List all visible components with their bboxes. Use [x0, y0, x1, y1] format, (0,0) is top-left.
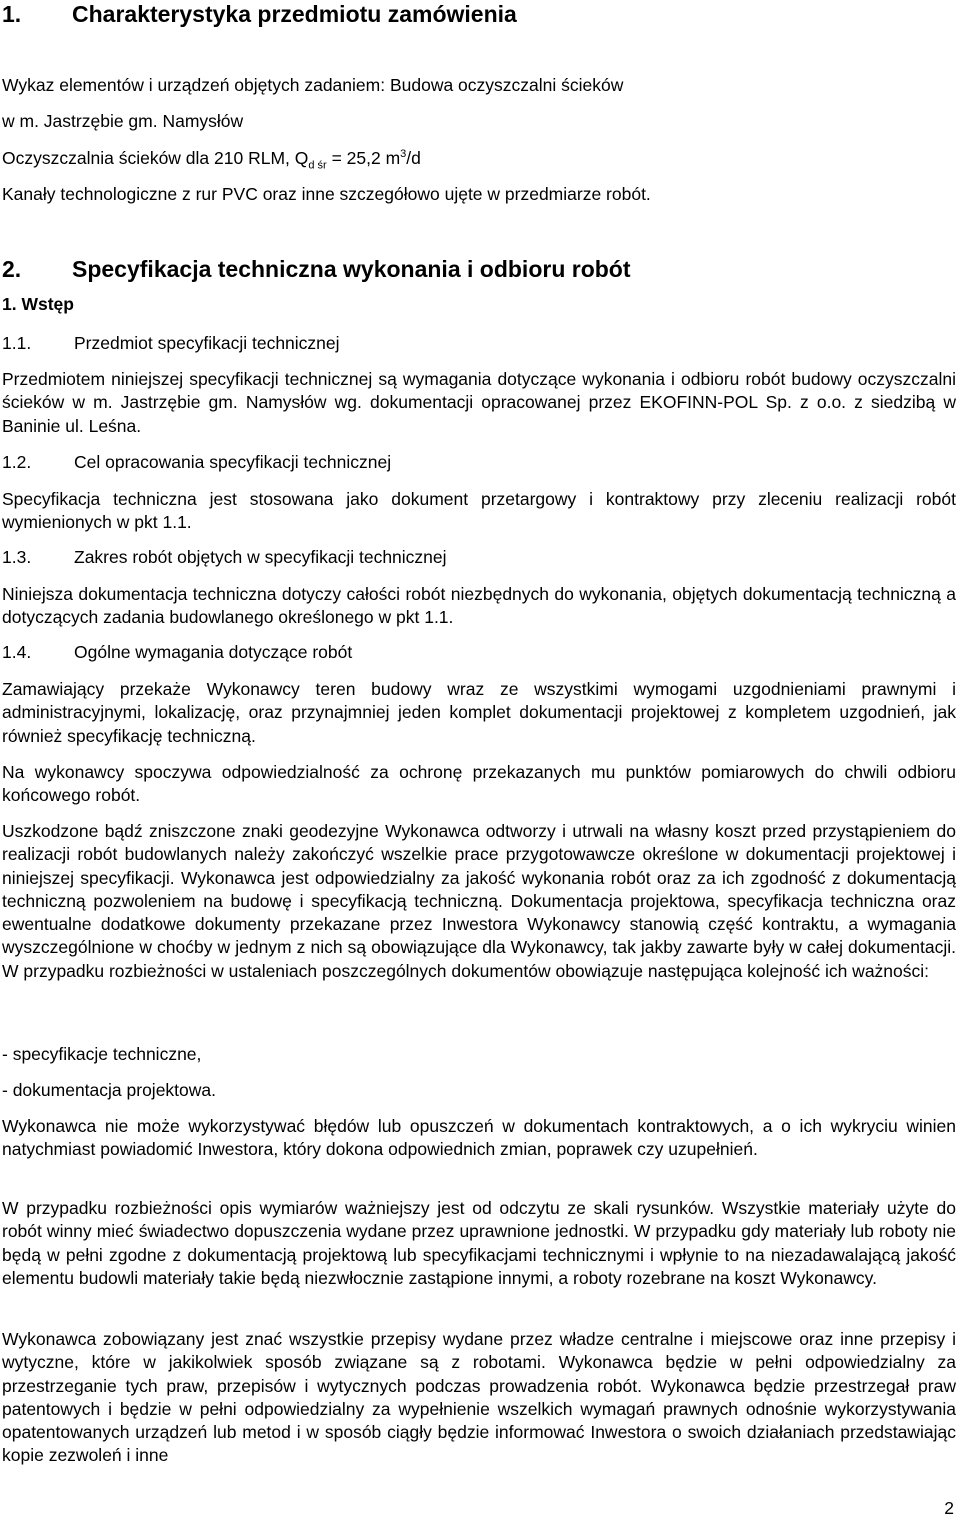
scope-line-1: Wykaz elementów i urządzeń objętych zadaniem: Budowa oczyszczalni ścieków: [2, 75, 624, 95]
list-item-specifications: - specyfikacje techniczne,: [2, 1044, 202, 1064]
scope-line-3-text-c: /d: [406, 148, 421, 168]
subsection-1-4-title: Ogólne wymagania dotyczące robót: [74, 642, 353, 662]
page-number: 2: [944, 1498, 954, 1518]
subsection-1-1-text: Przedmiotem niniejszej specyfikacji technicznej są wymagania dotyczące wykonania i odbioru robót budowy oczyszczalni ścieków w m. Jastrzębie gm. Namysłów wg. dokumentacji opracowanej przez EKOFINN-POL Sp. z o.o. z siedzibą w Baninie ul. Leśna.: [2, 369, 956, 436]
subsection-1-1-number: 1.1.: [2, 333, 32, 353]
intro-heading: 1. Wstęp: [2, 294, 74, 314]
subsection-1-3-text: Niniejsza dokumentacja techniczna dotyczy całości robót niezbędnych do wykonania, objętych dokumentacją techniczną a dotyczących zadania budowlanego określonego w pkt 1.1.: [2, 584, 956, 628]
subsection-1-2-title: Cel opracowania specyfikacji technicznej: [74, 452, 392, 472]
subsection-1-3-heading: [2, 546, 447, 569]
subsection-1-4-number: 1.4.: [2, 642, 32, 662]
scope-line-3-subscript: d śr: [308, 159, 327, 172]
subsection-1-2-number: 1.2.: [2, 452, 32, 472]
scope-line-3-text-b: = 25,2 m: [326, 148, 401, 168]
paragraph-responsibility: Na wykonawcy spoczywa odpowiedzialność za ochronę przekazanych mu punktów pomiarowych do chwili odbioru końcowego robót.: [2, 762, 956, 806]
scope-line-4: Kanały technologiczne z rur PVC oraz inne szczegółowo ujęte w przedmiarze robót.: [2, 184, 651, 204]
paragraph-discrepancies: W przypadku rozbieżności opis wymiarów ważniejszy jest od odczytu ze skali rysunków. Wszystkie materiały użyte do robót winny mieć świadectwo dopuszczenia wydane przez uprawnione jednostki. W przypadku gdy materiały lub roboty nie będą w pełni zgodne z dokumentacją projektową lub specyfikacjami technicznymi i wpłynie to na niezadawalającą jakość elementu budowli materiały takie będą niezwłocznie zastąpione innymi, a roboty rozebrane na koszt Wykonawcy.: [2, 1198, 956, 1288]
scope-line-2: w m. Jastrzębie gm. Namysłów: [2, 111, 244, 131]
paragraph-errors: Wykonawca nie może wykorzystywać błędów lub opuszczeń w dokumentach kontraktowych, a o ich wykryciu winien natychmiast powiadomić Inwestora, który dokona odpowiednich zmian, poprawek czy uzupełnień.: [2, 1116, 956, 1160]
section-2-heading: [2, 255, 631, 283]
subsection-1-2-text: Specyfikacja techniczna jest stosowana jako dokument przetargowy i kontraktowy przy zleceniu realizacji robót wymienionych w pkt 1.1.: [2, 489, 956, 533]
section-2-title: Specyfikacja techniczna wykonania i odbioru robót: [72, 256, 631, 282]
list-item-project-docs: - dokumentacja projektowa.: [2, 1080, 216, 1100]
scope-line-3-superscript: 3: [400, 148, 407, 161]
section-2-number: 2.: [2, 256, 22, 282]
subsection-1-3-number: 1.3.: [2, 547, 32, 567]
subsection-1-2-heading: [2, 451, 391, 474]
section-1-heading: [2, 0, 517, 28]
section-1-title: Charakterystyka przedmiotu zamówienia: [72, 1, 517, 27]
paragraph-handover: Zamawiający przekaże Wykonawcy teren budowy wraz ze wszystkimi wymogami uzgodnieniami prawnymi i administracyjnymi, lokalizację, oraz przynajmniej jeden komplet dokumentacji projektowej z kompletem uzgodnień, jak również specyfikację techniczną.: [2, 679, 956, 746]
scope-line-3-text-a: Oczyszczalnia ścieków dla 210 RLM, Q: [2, 148, 309, 168]
subsection-1-4-heading: [2, 641, 352, 664]
paragraph-geodetic-marks: Uszkodzone bądź zniszczone znaki geodezyjne Wykonawca odtworzy i utrwali na własny koszt przed przystąpieniem do realizacji robót budowlanych należy zakończyć wszelkie prace przygotowawcze określone w dokumentacji projektowej i niniejszej specyfikacji. Wykonawca jest odpowiedzialny za jakość wykonania robót oraz za ich zgodność z dokumentacją techniczną pozwoleniem na budowę i specyfikacją techniczną. Dokumentacja projektowa, specyfikacja techniczna oraz ewentualne dodatkowe dokumenty przekazane przez Inwestora Wykonawcy stanowią część kontraktu, a wymagania wyszczególnione w choćby w jednym z nich są obowiązujące dla Wykonawcy, tak jakby zawarte były w całej dokumentacji. W przypadku rozbieżności w ustaleniach poszczególnych dokumentów obowiązuje następująca kolejność ich ważności:: [2, 821, 956, 981]
subsection-1-1-title: Przedmiot specyfikacji technicznej: [74, 333, 340, 353]
subsection-1-3-title: Zakres robót objętych w specyfikacji technicznej: [74, 547, 447, 567]
subsection-1-1-heading: [2, 332, 340, 355]
paragraph-regulations: Wykonawca zobowiązany jest znać wszystkie przepisy wydane przez władze centralne i miejscowe oraz inne przepisy i wytyczne, które w jakikolwiek sposób związane są z robotami. Wykonawca będzie w pełni odpowiedzialny za przestrzeganie tych praw, przepisów i wytycznych podczas prowadzenia robót. Wykonawca będzie przestrzegał praw patentowych i będzie w pełni odpowiedzialny za wypełnienie wszelkich wymagań prawnych odnośnie wykorzystywania opatentowanych urządzeń lub metod i w sposób ciągły będzie informować Inwestora o swoich działaniach przedstawiając kopie zezwoleń i inne: [2, 1329, 956, 1466]
scope-line-3: [2, 147, 421, 170]
section-1-number: 1.: [2, 1, 22, 27]
